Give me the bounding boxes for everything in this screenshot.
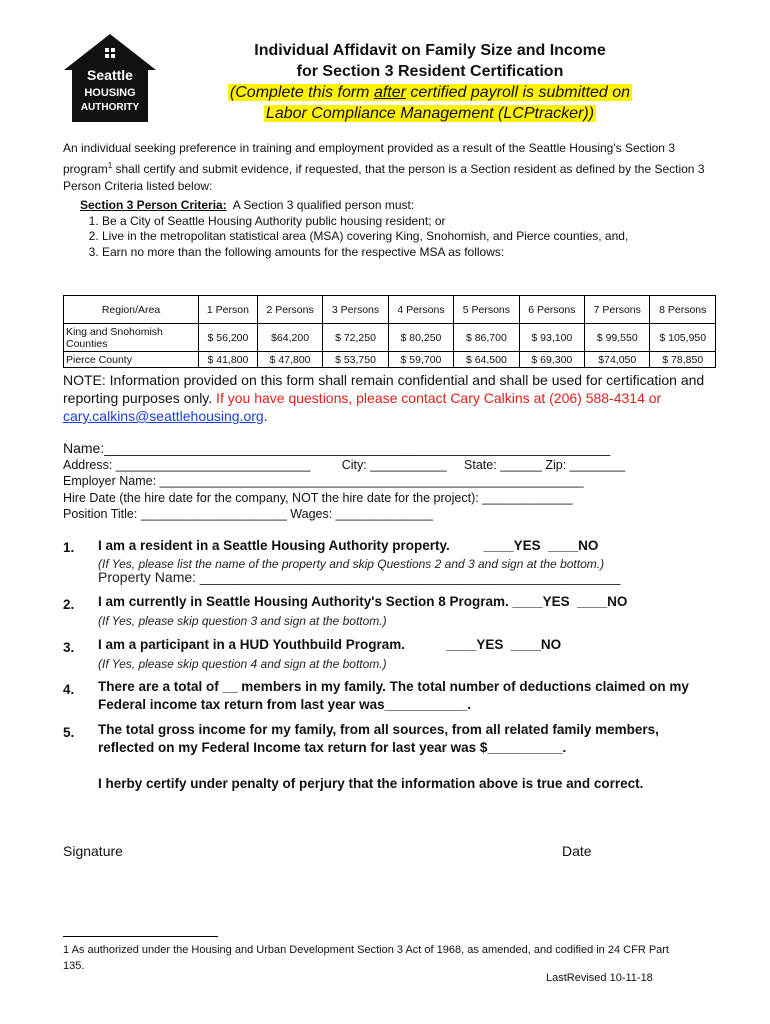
question-1[interactable]: I am a resident in a Seattle Housing Authority property. ____YES ____NO [98, 538, 599, 553]
question-number: 1. [63, 540, 75, 555]
table-header: 7 Persons [585, 296, 650, 324]
table-cell: King and Snohomish Counties [64, 324, 199, 352]
certification-statement: I herby certify under penalty of perjury that the information above is true and correct. [98, 776, 644, 791]
intro-paragraph [63, 140, 715, 195]
name-field[interactable]: Name:_________________________________________________________________ [63, 440, 611, 456]
table-cell: Pierce County [64, 352, 199, 368]
seattle-housing-logo [62, 32, 158, 124]
criteria-item: 2. Live in the metropolitan statistical area (MSA) covering King, Snohomish, and Pierce counties, and, [102, 229, 720, 245]
table-cell: $74,050 [585, 352, 650, 368]
signature-label[interactable]: Signature [63, 843, 123, 859]
employer-field[interactable]: Employer Name: _____________________________________________________________ [63, 474, 584, 488]
question-1-hint: (If Yes, please list the name of the property and skip Questions 2 and 3 and sign at the bottom.) [98, 557, 605, 571]
question-number: 3. [63, 640, 75, 655]
personal-info-fields [63, 440, 723, 523]
table-cell: $ 80,250 [388, 324, 453, 352]
footnote-ref: 1 [107, 161, 113, 170]
title-line-1: Individual Affidavit on Family Size and Income [254, 42, 606, 59]
table-header: Region/Area [64, 296, 199, 324]
subtitle-emph: after [373, 84, 406, 101]
note-contact: If you have questions, please contact Cary Calkins at (206) 588-4314 or [212, 390, 662, 406]
table-cell: $ 53,750 [323, 352, 388, 368]
question-number: 4. [63, 682, 75, 697]
question-3[interactable]: I am a participant in a HUD Youthbuild Program. ____YES ____NO [98, 637, 562, 652]
table-cell: $ 41,800 [199, 352, 258, 368]
table-header: 8 Persons [650, 296, 716, 324]
question-4[interactable]: There are a total of __ members in my family. The total number of deductions claimed on my Federal income tax return from last year was___________. [98, 679, 689, 712]
table-row [64, 352, 716, 368]
hire-date-field[interactable]: Hire Date (the hire date for the company, NOT the hire date for the project): _____________ [63, 490, 573, 505]
question-2-hint: (If Yes, please skip question 3 and sign at the bottom.) [98, 614, 387, 628]
confidentiality-note [63, 371, 723, 425]
contact-email-link[interactable]: cary.calkins@seattlehousing.org [63, 408, 264, 424]
logo-line-3: AUTHORITY [80, 102, 140, 113]
logo-line-2: HOUSING [84, 87, 136, 99]
table-cell: $ 86,700 [454, 324, 519, 352]
table-cell: $ 93,100 [519, 324, 584, 352]
footnote-divider [63, 936, 218, 937]
table-cell: $ 59,700 [388, 352, 453, 368]
criteria-heading: Section 3 Person Criteria: [80, 198, 227, 212]
table-cell: $ 69,300 [519, 352, 584, 368]
table-row [64, 324, 716, 352]
subtitle [180, 82, 680, 124]
question-number: 2. [63, 597, 75, 612]
title-line-2: for Section 3 Resident Certification [296, 63, 564, 80]
page-title [180, 40, 680, 82]
subtitle-line-2: Labor Compliance Management (LCPtracker)) [265, 105, 595, 122]
table-header: 2 Persons [257, 296, 322, 324]
section3-criteria [80, 198, 720, 260]
table-cell: $ 56,200 [199, 324, 258, 352]
subtitle-pre: (Complete this form [229, 84, 374, 101]
income-limits-table [63, 295, 716, 368]
table-header: 1 Person [199, 296, 258, 324]
intro-part-1: An individual seeking preference in training and employment provided as a result of the Seattle Housing's Section 3 program [63, 141, 675, 176]
table-header: 5 Persons [454, 296, 519, 324]
property-name-field[interactable]: Property Name: ______________________________________________________ [98, 569, 621, 585]
note-end: . [263, 408, 268, 424]
question-3-hint: (If Yes, please skip question 4 and sign at the bottom.) [98, 657, 387, 671]
footnote: 1 As authorized under the Housing and Urban Development Section 3 Act of 1968, as amended, and codified in 24 CFR Part 135. [63, 944, 669, 972]
table-cell: $ 78,850 [650, 352, 716, 368]
intro-part-2: shall certify and submit evidence, if requested, that the person is a Section resident as defined by the Section 3 Person Criteria listed below: [63, 162, 705, 193]
last-revised: LastRevised 10-11-18 [546, 972, 653, 984]
table-header: 3 Persons [323, 296, 388, 324]
subtitle-post: certified payroll is submitted on [405, 84, 631, 101]
criteria-item: 3. Earn no more than the following amounts for the respective MSA as follows: [102, 245, 720, 261]
address-field[interactable]: Address: ____________________________ City: ___________ State: ______ Zip: ________ [63, 457, 626, 472]
question-2[interactable]: I am currently in Seattle Housing Authority's Section 8 Program. ____YES ____NO [98, 594, 628, 609]
table-cell: $ 72,250 [323, 324, 388, 352]
table-cell: $ 105,950 [650, 324, 716, 352]
table-cell: $ 47,800 [257, 352, 322, 368]
position-field[interactable]: Position Title: _____________________ Wages: ______________ [63, 507, 433, 521]
table-cell: $ 64,500 [454, 352, 519, 368]
criteria-lead: A Section 3 qualified person must: [226, 198, 415, 212]
table-header: 4 Persons [388, 296, 453, 324]
table-cell: $64,200 [257, 324, 322, 352]
question-number: 5. [63, 725, 75, 740]
date-label[interactable]: Date [562, 843, 592, 859]
question-5[interactable]: The total gross income for my family, from all sources, from all related family members, reflected on my Federal Income tax return for last year was $__________. [98, 722, 659, 755]
note-text: NOTE: Information provided on this form shall remain confidential and shall be used for certification and reporting purposes only. [63, 372, 705, 406]
criteria-item: 1. Be a City of Seattle Housing Authority public housing resident; or [102, 214, 720, 230]
table-cell: $ 99,550 [585, 324, 650, 352]
logo-line-1: Seattle [87, 67, 133, 83]
table-header: 6 Persons [519, 296, 584, 324]
